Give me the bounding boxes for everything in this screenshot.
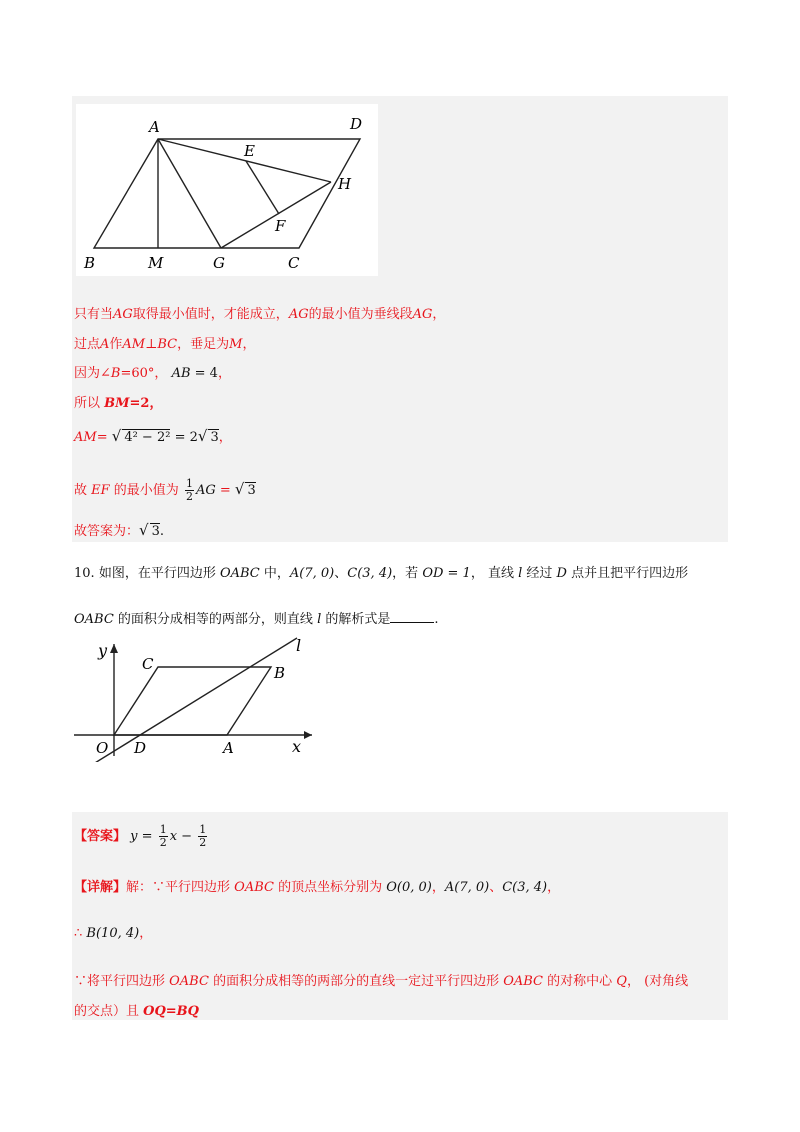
var: x <box>169 829 178 844</box>
solution-line-7: 故答案为：√ 3. <box>74 521 164 539</box>
coord: C(3, 4) <box>502 880 548 895</box>
var: AM <box>74 430 97 445</box>
text: 故 <box>74 483 92 498</box>
var: AM <box>122 337 146 352</box>
var: l <box>317 612 322 627</box>
solution-line-1 <box>74 303 445 322</box>
text: 取得最小值时，才能成立， <box>132 307 289 322</box>
text: 故答案为： <box>74 524 140 539</box>
text: ， <box>431 880 445 895</box>
point-label-a: A <box>223 739 234 757</box>
text: = 4 <box>190 366 218 381</box>
explanation-line-2 <box>74 922 152 941</box>
var: B <box>110 366 121 381</box>
var: BM <box>104 396 130 411</box>
text: = 2 <box>170 430 198 445</box>
explanation-line-1 <box>74 876 560 895</box>
text: 、 <box>489 880 503 895</box>
var: AG <box>113 307 133 322</box>
coordinate-figure <box>72 632 322 762</box>
var: Q <box>616 974 627 989</box>
point-label-c: C <box>288 254 300 272</box>
text: 的面积分成相等的两部分的直线一定过平行四边形 <box>208 974 504 989</box>
point-label-d: D <box>350 115 363 133</box>
text: ∵将平行四边形 <box>74 974 170 989</box>
text: 中， <box>259 566 290 581</box>
explanation-line-3 <box>74 970 688 989</box>
solution-line-5: AM= √ 4² − 2² = 2√ 3， <box>74 427 232 445</box>
var: y <box>130 829 138 844</box>
coord: O(0, 0) <box>386 880 432 895</box>
point-label-b: B <box>274 664 286 682</box>
text: 、 <box>334 566 348 581</box>
text: 解：∵平行四边形 <box>126 880 235 895</box>
text: ， <box>432 307 446 322</box>
text: = <box>215 483 235 498</box>
var: M <box>229 337 243 352</box>
question-number: 10. <box>74 566 95 581</box>
text: 经过 <box>522 566 557 581</box>
point-label-a: A <box>149 118 160 136</box>
point-label-h: H <box>338 175 352 193</box>
text: ，垂足为 <box>177 337 230 352</box>
var: AG <box>195 483 216 498</box>
var: OD = 1 <box>422 566 471 581</box>
text: 的最小值为 <box>109 483 179 498</box>
answer-tag: 【答案】 <box>74 829 127 844</box>
var: OABC <box>234 880 274 895</box>
text: 的解析式是 <box>321 612 391 627</box>
point-label-o: O <box>96 739 109 757</box>
text: ， <box>139 926 153 941</box>
perp-symbol: ⊥ <box>145 337 158 352</box>
text: 所以 <box>74 396 105 411</box>
text: ， <box>242 337 256 352</box>
text: 的面积分成相等的两部分，则直线 <box>113 612 318 627</box>
angle-symbol: ∠ <box>100 366 111 381</box>
text: ，若 <box>392 566 423 581</box>
text: 点并且把平行四边形 <box>566 566 689 581</box>
var: AB <box>171 366 191 381</box>
coord: C(3, 4) <box>347 566 393 581</box>
text: − <box>177 829 197 844</box>
point-label-d: D <box>134 739 147 757</box>
problem-10-line-1 <box>74 562 688 581</box>
text: ， 直线 <box>470 566 519 581</box>
solution-line-2 <box>74 333 255 352</box>
radicand: 3 <box>210 430 219 445</box>
text: =2， <box>129 396 163 411</box>
solution-line-3 <box>74 362 231 381</box>
axis-label-x: x <box>292 737 302 756</box>
text: 的最小值为垂线段 <box>308 307 413 322</box>
problem-10-line-2 <box>74 608 439 627</box>
text: . <box>434 612 439 627</box>
text: 的对称中心 <box>543 974 617 989</box>
point-label-c: C <box>142 655 154 673</box>
point-label-m: M <box>148 254 164 272</box>
var: OABC <box>503 974 543 989</box>
text: . <box>159 524 164 539</box>
var: OABC <box>74 612 114 627</box>
text: 因为 <box>74 366 101 381</box>
text: 的顶点坐标分别为 <box>273 880 383 895</box>
parallelogram-figure <box>76 104 378 276</box>
coord: A(7, 0) <box>444 880 490 895</box>
var: AG <box>288 307 309 322</box>
point-label-g: G <box>213 254 225 272</box>
var: OABC <box>169 974 209 989</box>
radicand: 3 <box>151 524 160 539</box>
var: AG <box>412 307 433 322</box>
var: OQ=BQ <box>143 1004 199 1019</box>
text: 如图，在平行四边形 <box>98 566 220 581</box>
var: A <box>100 337 110 352</box>
var: D <box>556 566 567 581</box>
fraction: $\frac{1}{2}$ <box>199 823 207 849</box>
text: = <box>137 829 157 844</box>
text: ， <box>218 430 232 445</box>
var: OABC <box>219 566 260 581</box>
text: ， <box>547 880 561 895</box>
text: 过点 <box>74 337 101 352</box>
answer-blank[interactable] <box>390 610 434 623</box>
point-label-e: E <box>244 142 255 160</box>
fraction: $\frac{1}{2}$ <box>159 823 167 849</box>
var: BC <box>157 337 178 352</box>
text: ， (对角线 <box>626 974 689 989</box>
point-label-f: F <box>275 217 286 235</box>
line-label-l: l <box>296 636 302 655</box>
solution-line-6: 故 EF 的最小值为 $\frac{1}{2}$ AG = √ 3 <box>74 477 256 503</box>
coord: B(10, 4) <box>86 926 140 941</box>
var: EF <box>91 483 110 498</box>
text: =60°， <box>120 366 168 381</box>
radicand: 4² − 2² <box>124 430 171 445</box>
radicand: 3 <box>247 483 256 498</box>
text: 只有当 <box>74 307 114 322</box>
text: 的交点）且 <box>74 1004 144 1019</box>
answer-line <box>74 824 209 849</box>
text: ， <box>217 366 231 381</box>
therefore-symbol: ∴ <box>74 926 83 941</box>
axis-label-y: y <box>98 641 108 660</box>
coord: A(7, 0) <box>289 566 335 581</box>
text: 作 <box>109 337 123 352</box>
solution-line-4 <box>74 392 162 411</box>
fraction: $\frac{1}{2}$ <box>185 477 193 503</box>
text: = <box>96 430 108 445</box>
explanation-tag: 【详解】 <box>74 880 127 895</box>
explanation-line-4 <box>74 1000 199 1019</box>
var: l <box>518 566 523 581</box>
point-label-b: B <box>84 254 96 272</box>
